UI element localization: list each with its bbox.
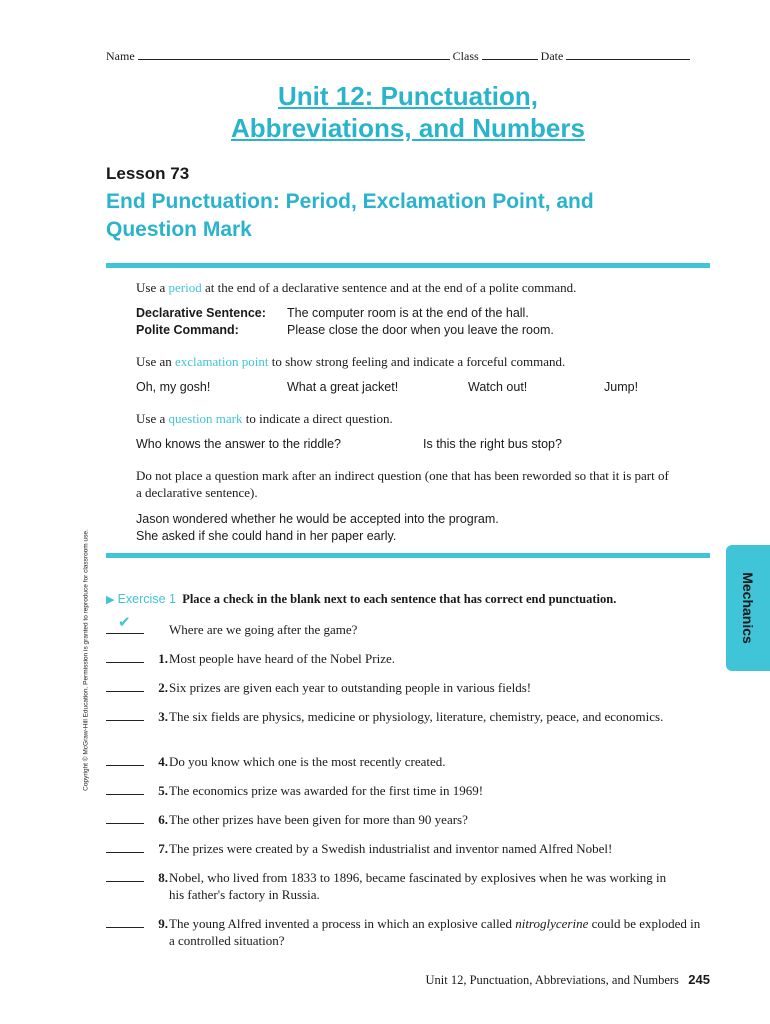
rule-period-pre: Use a (136, 280, 169, 295)
section-tab (726, 545, 770, 671)
lesson-title-line1: End Punctuation: Period, Exclamation Point, and (106, 190, 594, 213)
date-label: Date (540, 49, 564, 63)
exercise-label: Exercise 1 (117, 592, 176, 606)
exercise-header (106, 592, 710, 607)
answer-blank[interactable] (106, 633, 144, 634)
answer-blank[interactable] (106, 794, 144, 795)
declarative-label (136, 305, 266, 322)
exercise-instruction: Place a check in the blank next to each sentence that has correct end punctuation. (182, 592, 617, 606)
rule-exclamation-pre: Use an (136, 354, 175, 369)
footer-text: Unit 12, Punctuation, Abbreviations, and Numbers (425, 973, 679, 987)
exclamation-example-1: Oh, my gosh! (136, 380, 211, 394)
item-text: The economics prize was awarded for the first time in 1969! (169, 783, 484, 798)
answer-blank[interactable] (106, 662, 144, 663)
answer-blank[interactable] (106, 823, 144, 824)
item-number: 5. (158, 783, 168, 798)
exclamation-example-4: Jump! (604, 380, 639, 394)
item-number: 3. (158, 709, 168, 724)
item-number: 2. (158, 680, 168, 695)
polite-label (136, 322, 239, 339)
top-rule (106, 263, 710, 268)
question-example-1: Who knows the answer to the riddle? (136, 437, 341, 451)
item-number: 9. (158, 916, 168, 931)
section-tab-label: Mechanics (740, 572, 756, 644)
date-blank[interactable] (566, 48, 690, 60)
header-fields (106, 48, 710, 64)
lesson-title (106, 188, 706, 244)
answer-blank[interactable] (106, 765, 144, 766)
item-number: 8. (158, 870, 168, 885)
unit-title-line1: Unit 12: Punctuation, (278, 81, 538, 111)
indirect-example-1: Jason wondered whether he would be accepted into the program. (136, 512, 499, 526)
term-exclamation: exclamation point (175, 354, 269, 369)
copyright-notice: Copyright © McGraw-Hill Education. Permission is granted to reproduce for classroom use. (82, 529, 90, 791)
declarative-example: The computer room is at the end of the hall. (287, 306, 529, 320)
item-text: The other prizes have been given for more than 90 years? (169, 812, 468, 827)
play-arrow-icon: ▶ (106, 594, 115, 606)
item-text (169, 915, 704, 949)
class-blank[interactable] (482, 48, 538, 60)
declarative-label-text: Declarative Sentence: (136, 306, 266, 320)
item-number: 6. (158, 812, 168, 827)
polite-label-text: Polite Command: (136, 323, 239, 337)
rule-period (136, 279, 696, 296)
rule-period-post: at the end of a declarative sentence and at the end of a polite command. (201, 280, 577, 295)
item-text: Nobel, who lived from 1833 to 1896, became fascinated by explosives when he was working in his father's factory in Russia. (169, 870, 667, 902)
unit-title-line2: Abbreviations, and Numbers (231, 113, 585, 143)
exclamation-example-3: Watch out! (468, 380, 528, 394)
check-mark-icon: ✔ (118, 615, 131, 631)
item-text: The prizes were created by a Swedish industrialist and inventor named Alfred Nobel! (169, 841, 613, 856)
item-text-post: could be exploded in a controlled situation? (169, 916, 701, 948)
term-period: period (168, 280, 202, 295)
indirect-example-2: She asked if she could hand in her paper early. (136, 529, 397, 543)
answer-blank[interactable] (106, 852, 144, 853)
rule-exclamation-post: to show strong feeling and indicate a forceful command. (268, 354, 566, 369)
exclamation-example-2: What a great jacket! (287, 380, 399, 394)
name-blank[interactable] (138, 48, 450, 60)
item-text-pre: The young Alfred invented a process in which an explosive called (169, 916, 516, 931)
sample-text: Where are we going after the game? (169, 622, 358, 637)
polite-example: Please close the door when you leave the room. (287, 323, 554, 337)
rule-indirect: Do not place a question mark after an indirect question (one that has been reworded so that it is part of a declarative sentence). (136, 468, 669, 500)
rule-question (136, 410, 696, 427)
item-text: Most people have heard of the Nobel Prize. (169, 651, 395, 666)
page-number: 245 (688, 972, 710, 987)
answer-blank[interactable] (106, 720, 144, 721)
term-question: question mark (168, 411, 243, 426)
item-text: Do you know which one is the most recently created. (169, 754, 446, 769)
name-label: Name (106, 49, 135, 63)
class-label: Class (452, 49, 479, 63)
item-text: Six prizes are given each year to outstanding people in various fields! (169, 680, 532, 695)
item-text: The six fields are physics, medicine or physiology, literature, chemistry, peace, and economics. (169, 709, 664, 724)
page-footer (380, 972, 710, 988)
item-number: 7. (158, 841, 168, 856)
answer-blank[interactable] (106, 881, 144, 882)
item-number: 1. (158, 651, 168, 666)
lesson-number: Lesson 73 (106, 164, 190, 183)
answer-blank[interactable] (106, 691, 144, 692)
lesson-title-line2: Question Mark (106, 218, 252, 241)
item-number: 4. (158, 754, 168, 769)
question-example-2: Is this the right bus stop? (423, 437, 562, 451)
rule-question-pre: Use a (136, 411, 169, 426)
rule-question-post: to indicate a direct question. (242, 411, 393, 426)
unit-title (106, 80, 710, 144)
answer-blank[interactable] (106, 927, 144, 928)
item-text-italic: nitroglycerine (515, 916, 589, 931)
rule-exclamation (136, 353, 696, 370)
bottom-rule (106, 553, 710, 558)
